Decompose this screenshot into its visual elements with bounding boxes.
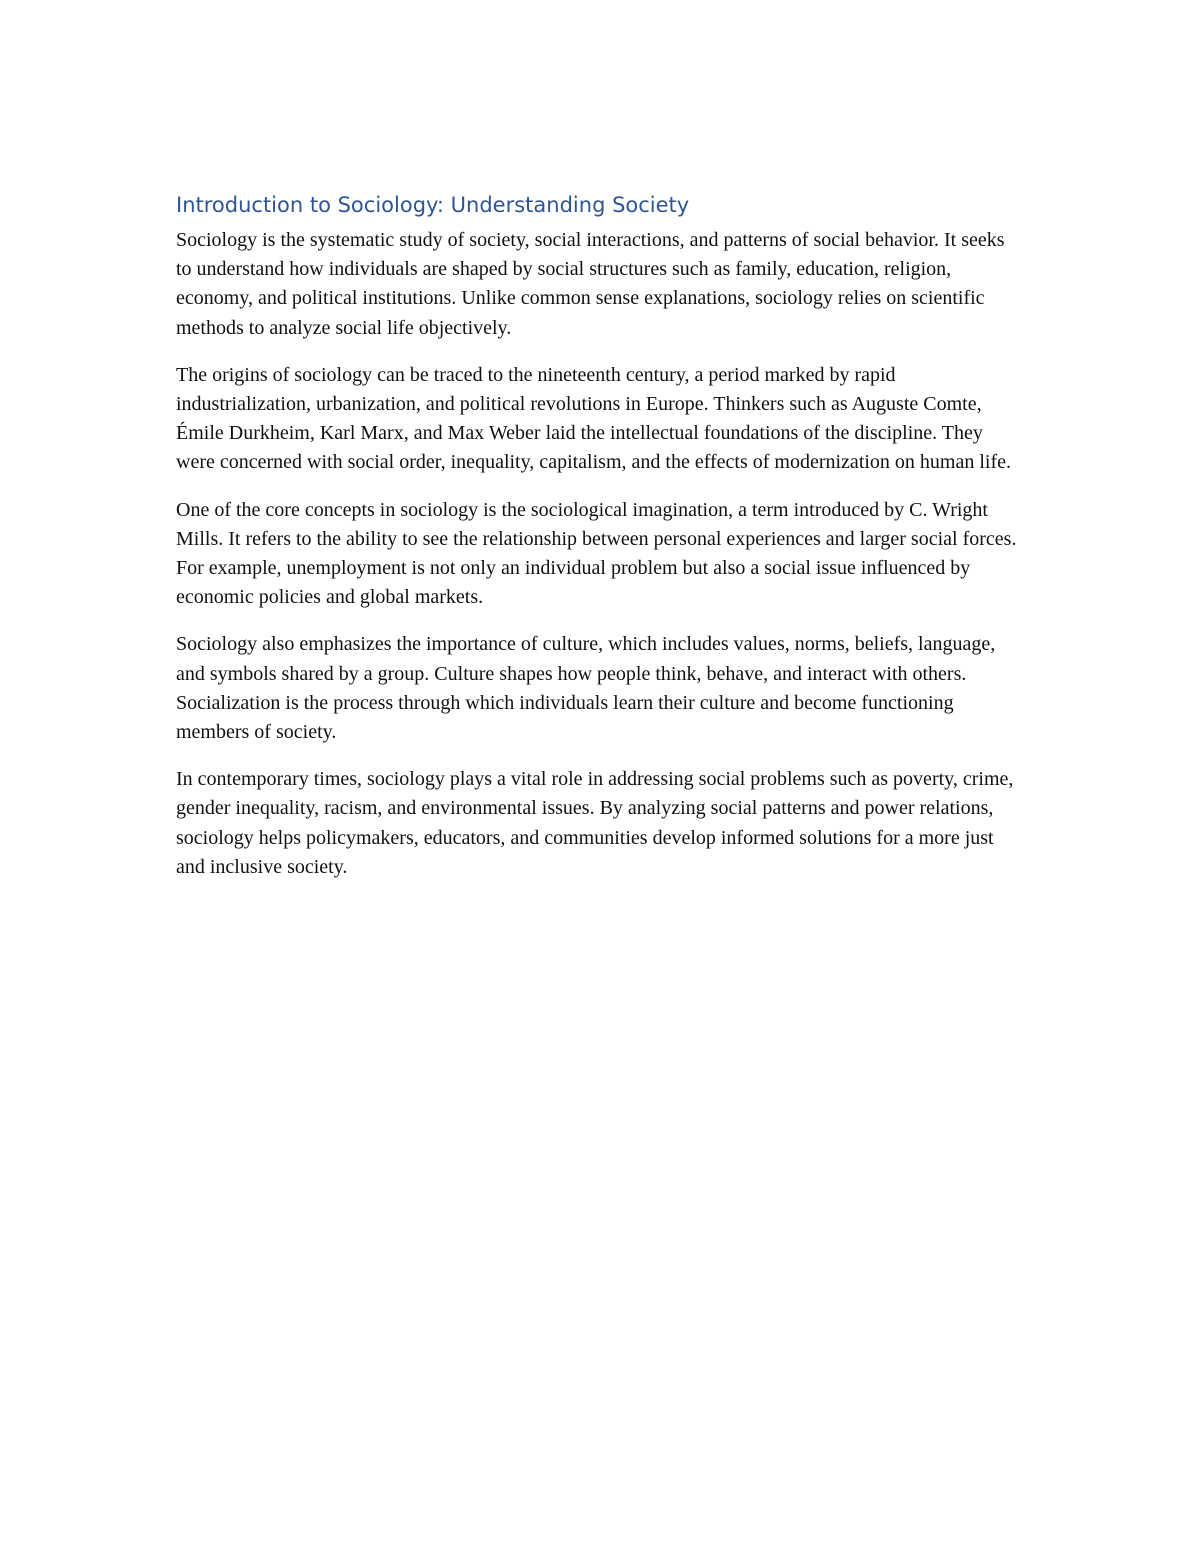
paragraph-definition: Sociology is the systematic study of society, social interactions, and patterns of social behavior. It seeks to understand how individuals are shaped by social structures such as family, education, religion, economy, and political institutions. Unlike common sense explanations, sociology relies on scientific methods to analyze social life objectively. [176,229,1005,339]
paragraph-contemporary: In contemporary times, sociology plays a vital role in addressing social problems such as poverty, crime, gender inequality, racism, and environmental issues. By analyzing social patterns and power relations, sociology helps policymakers, educators, and communities develop informed solutions for a more just and inclusive society. [176,768,1014,878]
document-title: Introduction to Sociology: Understanding Society [176,193,690,217]
paragraph-origins: The origins of sociology can be traced to the nineteenth century, a period marked by rapid industrialization, urbanization, and political revolutions in Europe. Thinkers such as Auguste Comte, Émile Durkheim, Karl Marx, and Max Weber laid the intellectual foundations of the discipline. They were concerned with social order, inequality, capitalism, and the effects of modernization on human life. [176,363,1012,474]
document-body [176,188,1024,900]
paragraph-culture: Sociology also emphasizes the importance of culture, which includes values, norms, beliefs, language, and symbols shared by a group. Culture shapes how people think, behave, and interact with others. Socialization is the process through which individuals learn their culture and become functioning members of society. [176,633,996,744]
paragraph-sociological-imagination: One of the core concepts in sociology is the sociological imagination, a term introduced by C. Wright Mills. It refers to the ability to see the relationship between personal experiences and larger social forces. For example, unemployment is not only an individual problem but also a social issue influenced by economic policies and global markets. [176,498,1017,609]
